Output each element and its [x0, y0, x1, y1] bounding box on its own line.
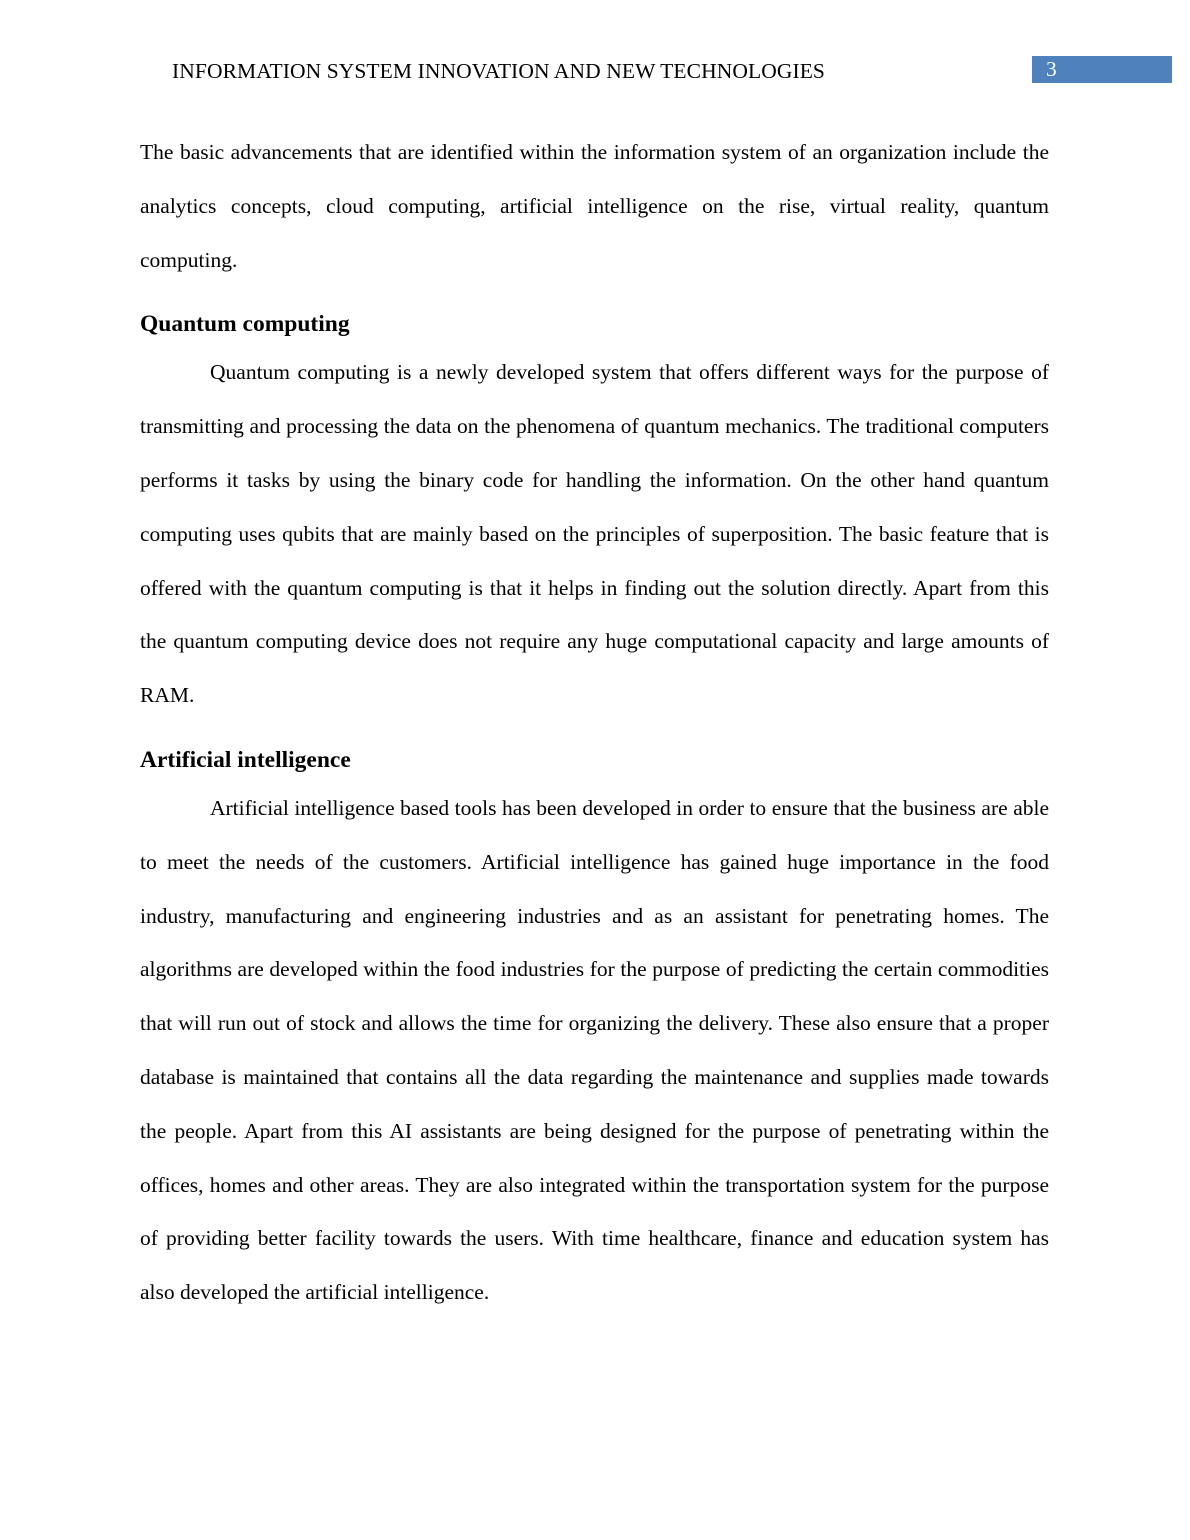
document-body [140, 126, 1049, 1320]
intro-paragraph: The basic advancements that are identified within the information system of an organization include the analytics concepts, cloud computing, artificial intelligence on the rise, virtual reality, quantum computing. [140, 140, 1049, 272]
header-title: INFORMATION SYSTEM INNOVATION AND NEW TECHNOLOGIES [172, 59, 825, 83]
paragraph-quantum-computing: Quantum computing is a newly developed system that offers different ways for the purpose of transmitting and processing the data on the phenomena of quantum mechanics. The traditional computers performs it tasks by using the binary code for handling the information. On the other hand quantum computing uses qubits that are mainly based on the principles of superposition. The basic feature that is offered with the quantum computing is that it helps in finding out the solution directly. Apart from this the quantum computing device does not require any huge computational capacity and large amounts of RAM. [140, 360, 1049, 708]
page-number-box [1032, 56, 1172, 83]
heading-quantum-computing: Quantum computing [140, 311, 350, 338]
page-number: 3 [1046, 57, 1057, 81]
heading-artificial-intelligence: Artificial intelligence [140, 746, 351, 773]
paragraph-artificial-intelligence: Artificial intelligence based tools has been developed in order to ensure that the business are able to meet the needs of the customers. Artificial intelligence has gained huge importance in the food industry, manufacturing and engineering industries and as an assistant for penetrating homes. The algorithms are developed within the food industries for the purpose of predicting the certain commodities that will run out of stock and allows the time for organizing the delivery. These also ensure that a proper database is maintained that contains all the data regarding the maintenance and supplies made towards the people. Apart from this AI assistants are being designed for the purpose of penetrating within the offices, homes and other areas. They are also integrated within the transportation system for the purpose of providing better facility towards the users. With time healthcare, finance and education system has also developed the artificial intelligence. [140, 795, 1049, 1305]
